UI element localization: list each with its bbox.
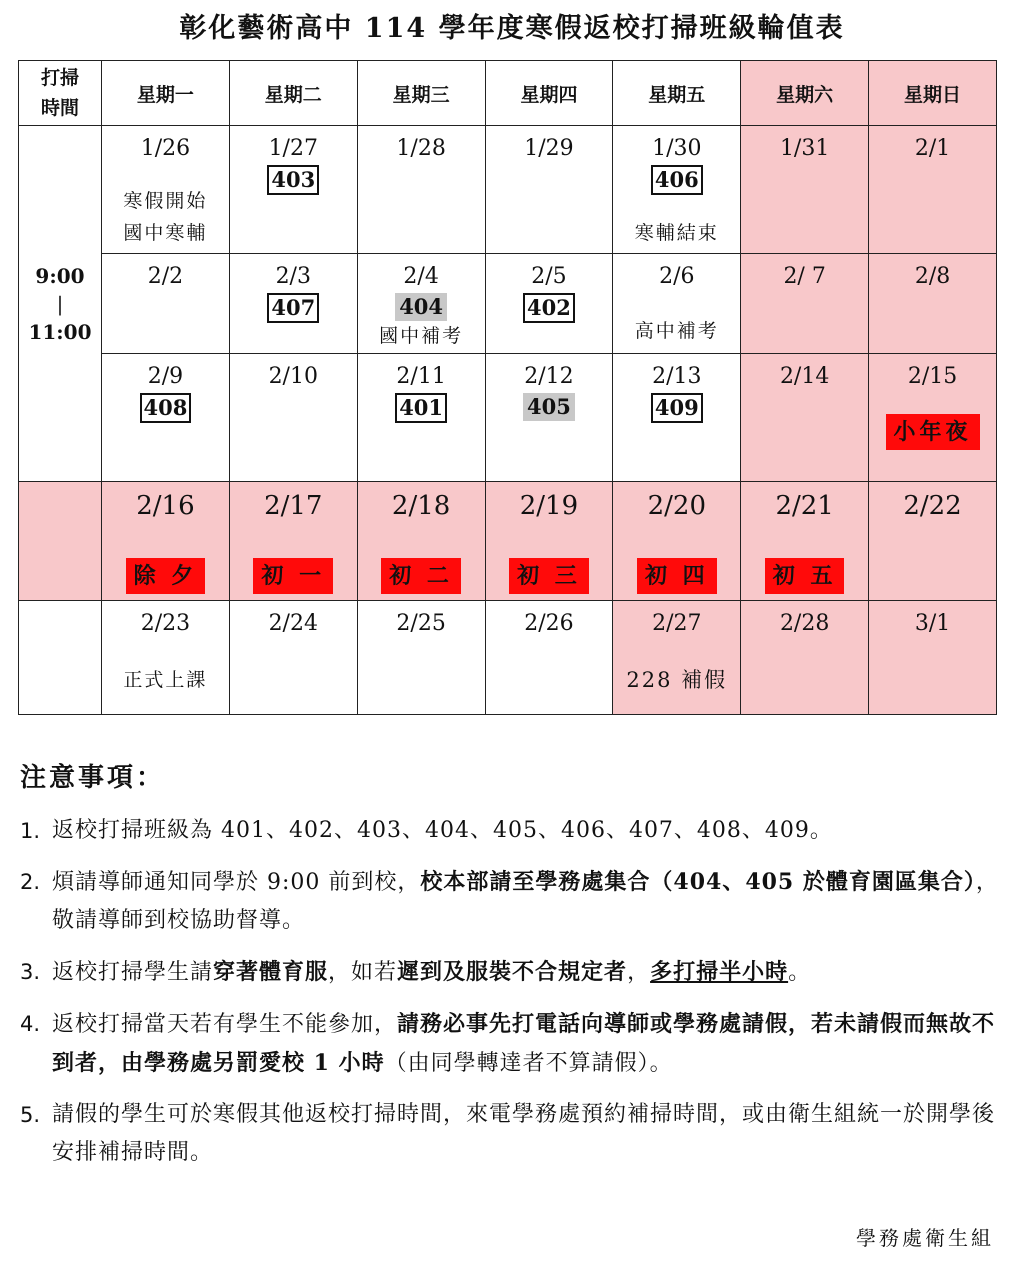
class-badge: 409 [651, 393, 703, 423]
date-label: 2/13 [652, 364, 702, 389]
day-header-mon: 星期一 [102, 61, 230, 126]
header-row [19, 61, 997, 126]
day-cell-holiday [357, 482, 485, 601]
holiday-wrap [102, 558, 229, 594]
week-row-4 [19, 482, 997, 601]
event-note: 寒輔結束 [634, 222, 719, 244]
date-label: 2/22 [903, 491, 962, 521]
note-text: 返校打掃班級為 401、402、403、404、405、406、407、408、409。 [52, 818, 833, 843]
day-cell [485, 354, 613, 482]
class-badge: 408 [140, 393, 192, 423]
time-slot-cell [19, 126, 102, 482]
note-item-4 [20, 1005, 1005, 1083]
day-cell [357, 354, 485, 482]
cleaning-roster-table [18, 60, 997, 715]
day-cell [102, 354, 230, 482]
date-label: 2/18 [391, 491, 451, 521]
holiday-wrap [613, 558, 740, 594]
date-label: 2/12 [524, 364, 574, 389]
day-cell [613, 126, 741, 254]
day-cell [613, 254, 741, 354]
date-label: 2/26 [524, 611, 574, 636]
day-cell [357, 601, 485, 715]
note-text-part: 。 [788, 960, 812, 985]
date-label: 1/27 [268, 136, 318, 161]
notes-title: 注意事項： [20, 763, 166, 793]
day-cell-weekend [741, 126, 869, 254]
day-cell [229, 601, 357, 715]
holiday-wrap [869, 414, 996, 450]
date-label: 2/3 [275, 264, 311, 289]
date-label: 1/29 [524, 136, 574, 161]
holiday-label: 初 二 [381, 558, 461, 594]
note-text-part: （由同學轉達者不算請假）。 [384, 1051, 673, 1076]
day-cell [613, 354, 741, 482]
note-text-part: ， [627, 960, 651, 985]
event-note: 228 補假 [626, 668, 728, 692]
note-text-part: 返校打掃當天若有學生不能參加， [52, 1012, 398, 1037]
class-badge: 403 [267, 165, 319, 195]
class-badge: 407 [267, 293, 319, 323]
date-label: 2/9 [147, 364, 184, 389]
note-text-part: 煩請導師通知同學於 9:00 前到校， [52, 870, 421, 895]
date-label: 2/16 [136, 491, 195, 521]
day-cell-holiday [485, 482, 613, 601]
date-label: 2/6 [659, 264, 695, 289]
day-cell-holiday [869, 482, 997, 601]
footer-signature: 學務處衛生組 [856, 1226, 994, 1250]
date-label: 2/25 [396, 611, 446, 636]
date-label: 2/11 [396, 364, 446, 389]
note-text [52, 953, 1005, 992]
note-text: 請假的學生可於寒假其他返校打掃時間，來電學務處預約補掃時間，或由衛生組統一於開學後安排補掃時間。 [52, 1102, 996, 1165]
date-label: 2/10 [268, 364, 318, 389]
week-row-2 [19, 254, 997, 354]
date-label: 2/ 7 [783, 264, 826, 289]
notes-list [20, 812, 1005, 1185]
note-text-bold: 遲到及服裝不合規定者 [397, 959, 628, 985]
day-cell-holiday [613, 482, 741, 601]
day-cell-weekend [741, 254, 869, 354]
date-label: 2/23 [140, 611, 191, 636]
page-title: 彰化藝術高中 114 學年度寒假返校打掃班級輪值表 [179, 13, 845, 44]
holiday-label: 初 五 [765, 558, 845, 594]
note-text-bold: 穿著體育服 [213, 959, 329, 985]
date-label: 1/30 [652, 136, 702, 161]
day-cell [485, 126, 613, 254]
day-cell-weekend [869, 354, 997, 482]
note-text-bold-underline: 多打掃半小時 [650, 959, 789, 985]
note-item-3 [20, 953, 1005, 992]
holiday-wrap [358, 558, 485, 594]
day-header-sat: 星期六 [741, 61, 869, 126]
day-header-sun: 星期日 [869, 61, 997, 126]
event-note: 高中補考 [634, 320, 719, 342]
day-cell [229, 126, 357, 254]
day-cell [357, 126, 485, 254]
event-note: 國中補考 [379, 325, 464, 347]
day-header-fri: 星期五 [613, 61, 741, 126]
empty-time-cell [19, 482, 102, 601]
day-cell [102, 126, 230, 254]
note-number: 2. [20, 870, 41, 894]
class-badge: 402 [523, 293, 575, 323]
holiday-label: 初 一 [253, 558, 333, 594]
note-number: 3. [20, 960, 41, 984]
day-cell [102, 601, 230, 715]
note-text [52, 863, 1005, 940]
week-row-1 [19, 126, 997, 254]
time-end: 11:00 [28, 319, 92, 344]
time-start: 9:00 [35, 263, 85, 288]
holiday-label: 小年夜 [886, 414, 980, 450]
day-cell [485, 254, 613, 354]
holiday-wrap [230, 558, 357, 594]
date-label: 2/27 [652, 611, 702, 636]
day-cell-weekend [869, 254, 997, 354]
time-header [19, 61, 102, 126]
event-note: 寒假開始 [123, 190, 208, 212]
date-label: 1/26 [140, 136, 191, 161]
date-label: 2/4 [403, 264, 439, 289]
class-badge-grey: 405 [523, 393, 575, 421]
holiday-label: 除 夕 [126, 558, 206, 594]
date-label: 2/28 [779, 611, 830, 636]
date-label: 2/15 [907, 364, 958, 389]
date-label: 2/1 [914, 136, 951, 161]
holiday-label: 初 三 [509, 558, 589, 594]
date-label: 2/19 [519, 491, 579, 521]
note-text [52, 1005, 1005, 1083]
time-header-line2: 時間 [40, 97, 79, 119]
note-text-part: ，敬請導師到校協助督導。 [52, 870, 999, 933]
holiday-wrap [486, 558, 613, 594]
date-label: 2/21 [775, 491, 834, 521]
date-label: 2/20 [647, 491, 706, 521]
empty-time-cell [19, 601, 102, 715]
holiday-label: 初 四 [637, 558, 717, 594]
date-label: 3/1 [914, 611, 951, 636]
day-header-wed: 星期三 [357, 61, 485, 126]
day-header-tue: 星期二 [229, 61, 357, 126]
day-cell-weekend [741, 354, 869, 482]
day-cell-holiday [229, 482, 357, 601]
day-cell-holiday [102, 482, 230, 601]
date-label: 2/5 [531, 264, 567, 289]
date-label: 1/28 [396, 136, 446, 161]
day-cell-holiday [613, 601, 741, 715]
day-cell [357, 254, 485, 354]
day-cell [102, 254, 230, 354]
event-note: 正式上課 [123, 669, 208, 691]
note-text-bold: 請務必事先打電話向導師或學務處請假，若未請假而無故不到者，由學務處另罰愛校 1 小時 [52, 1011, 996, 1076]
date-label: 2/17 [264, 491, 323, 521]
time-header-line1: 打掃 [40, 67, 79, 89]
day-cell-weekend [741, 601, 869, 715]
note-number: 4. [20, 1012, 41, 1036]
note-number: 5. [20, 1103, 41, 1127]
day-cell-weekend [869, 126, 997, 254]
date-label: 1/31 [779, 136, 830, 161]
day-header-thu: 星期四 [485, 61, 613, 126]
class-badge: 406 [651, 165, 703, 195]
week-row-3 [19, 354, 997, 482]
day-cell [229, 354, 357, 482]
class-badge-grey: 404 [395, 293, 447, 321]
day-cell [485, 601, 613, 715]
class-badge: 401 [395, 393, 447, 423]
week-row-5 [19, 601, 997, 715]
time-separator: | [56, 291, 64, 316]
event-note: 國中寒輔 [123, 222, 208, 244]
date-label: 2/24 [268, 611, 318, 636]
day-cell-holiday [741, 482, 869, 601]
day-cell [229, 254, 357, 354]
note-text-part: ，如若 [328, 960, 398, 985]
note-item-2 [20, 863, 1005, 940]
note-text-part: 返校打掃學生請 [52, 960, 214, 985]
note-item-5 [20, 1096, 1005, 1172]
day-cell-weekend [869, 601, 997, 715]
note-item-1 [20, 812, 1005, 850]
note-text-bold: 校本部請至學務處集合（404、405 於體育園區集合） [420, 869, 976, 895]
note-number: 1. [20, 819, 41, 843]
date-label: 2/2 [147, 264, 184, 289]
holiday-wrap [741, 558, 868, 594]
date-label: 2/8 [914, 264, 951, 289]
date-label: 2/14 [779, 364, 830, 389]
